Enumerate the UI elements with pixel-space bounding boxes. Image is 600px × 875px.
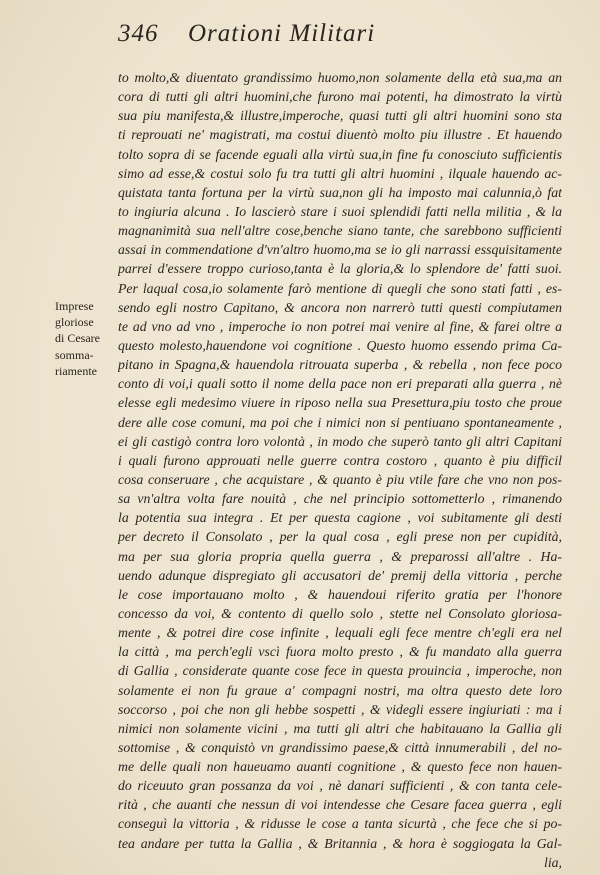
text-line: to molto,& diuentato grandissimo huomo,non solamente della età sua,ma an [118,70,562,85]
text-line: conto di voi,i quali sotto il nome della pace non eri preparati alla guerra , nè [118,376,562,392]
text-line: soccorso , poi che non gli hebbe sospetti , & videgli essere ingiuriati : ma i [118,701,562,717]
text-line: assai in commendatione d'vn'altro huomo,ma se io gli narrassi essquisitamente [118,242,562,258]
text-line: simo ad esse,& costui solo fu tra tutti gli altri huomini , ilquale hauendo ac- [118,165,562,181]
text-line: per decreto il Consolato , per la qual cosa , egli prese non per cupidità, [118,529,562,545]
text-line: ti reprouati ne' magistrati, ma costui diuentò molto piu illustre . Et hauendo [118,127,562,143]
text-line: do riceuuto gran possanza da voi , nè danari sufficienti , & con tanta cele- [118,778,562,794]
text-line: ei gli castigò contra loro volontà , in modo che superò tanto gli altri Capitani [118,433,562,449]
text-line: tea andare per tutta la Gallia , & Britannia , & hora è soggiogata la Gal- [118,835,562,851]
text-line: sua piu manifesta,& illustre,imperoche, quasi tutti gli altri huomini sono sta [118,108,562,124]
text-line: i quali furono approuati nelle guerre contra costoro , quanto è piu difficil [118,452,562,468]
text-line: tolto sopra di se facende eguali alla virtù sua,in fine fu conosciuto sufficientis [118,146,562,162]
text-line: rità , che auanti che nessun di voi intendesse che Cesare facea guerra , egli [118,797,562,813]
page-number: 346 [118,20,159,47]
page-header [118,18,538,56]
text-line: lia, [543,854,562,870]
text-line: solamente ei non fu graue a' compagni nostri, ma oltra questo dete loro [118,682,562,698]
text-line: sottomise , & conquistò vn grandissimo paese,& città innumerabili , del no- [118,739,562,755]
text-line: cosa conseruare , che acquistare , & quanto è piu vtile fare che vno non pos- [118,471,562,487]
text-line: uendo adunque dispregiato gli accusatori de' premij della vittoria , perche [118,567,562,583]
text-line: te ad vno ad vno , imperoche io non potrei mai venire al fine, & farei oltre a [118,318,562,334]
text-line: cora di tutti gli altri huomini,che furono mai potenti, ha dimostrato la virtù [118,89,562,105]
marginal-note-line: riamente [55,363,97,378]
text-line: sendo egli nostro Capitano, & ancora non narrerò tutti questi compiutamen [118,299,562,315]
body-text [118,68,562,872]
text-line: dere alle cose comuni, ma poi che i nimici non si pentiuano spontaneamente , [118,414,562,430]
running-title: Orationi Militari [188,20,376,47]
text-line: sa vn'altra volta fare nouità , che nel principio sottometterlo , rimanendo [118,491,562,507]
text-line: concesso da voi, & contento di quello solo , stette nel Consolato gloriosa- [118,605,562,621]
text-line: la città , ma perch'egli vscì fuora molto presto , & fu mandato alla guerra [118,644,562,660]
text-line: parrei d'essere troppo curioso,tanta è la gloria,& lo splendore de' fatti suoi. [118,261,562,277]
text-line: le cose importauano molto , & hauendoui riferito gratia per l'honore [118,586,562,602]
text-line: elesse egli medesimo viuere in riposo nella sua Presettura,piu tosto che proue [118,395,562,411]
marginal-note [55,298,119,379]
text-line: pitano in Spagna,& hauendola ritrouata superba , & rebella , non fece poco [118,357,562,373]
text-line: mente , & potrei dire cose infinite , lequali egli fece mentre ch'egli era nel [118,625,562,641]
text-line: ma per sua gloria propria quella guerra , & preparossi all'altre . Ha- [118,548,562,564]
marginal-note-line: Imprese [55,299,94,313]
text-line: quistata tanta fortuna per la virtù sua,non gli ha imposto mai calunnia,ò fat [118,184,562,200]
text-line: la potentia sua integra . Et per questa cagione , voi subitamente gli desti [118,510,562,526]
text-line: di Gallia , considerate quante cose fece in questa prouincia , imperoche, non [118,663,562,679]
marginal-note-line: somma- [55,347,94,362]
text-line: magnanimità sua nell'altre cose,benche siano tante, che sarebbono sufficienti [118,223,562,239]
text-line: me delle quali non haueuamo auanti cognitione , & questo fece non hauen- [118,759,562,775]
marginal-note-line: di Cesare [55,331,100,346]
text-line: to ingiuria alcuna . Io lascierò stare i suoi splendidi fatti nella militia , & la [118,203,562,219]
text-line: conseguì la vittoria , & ridusse le cose a tanta sicurtà , che fece che si po- [118,816,562,832]
text-line: questo molesto,hauendone voi cognitione . Questo huomo essendo prima Ca- [118,337,562,353]
marginal-note-line: gloriose [55,315,94,330]
text-line: nimici non solamente vicini , ma tutti gli altri che habitauano la Gallia gli [118,720,562,736]
text-line: Per laqual cosa,io solamente farò mentione di quegli che sono stati fatti , es- [118,280,562,296]
